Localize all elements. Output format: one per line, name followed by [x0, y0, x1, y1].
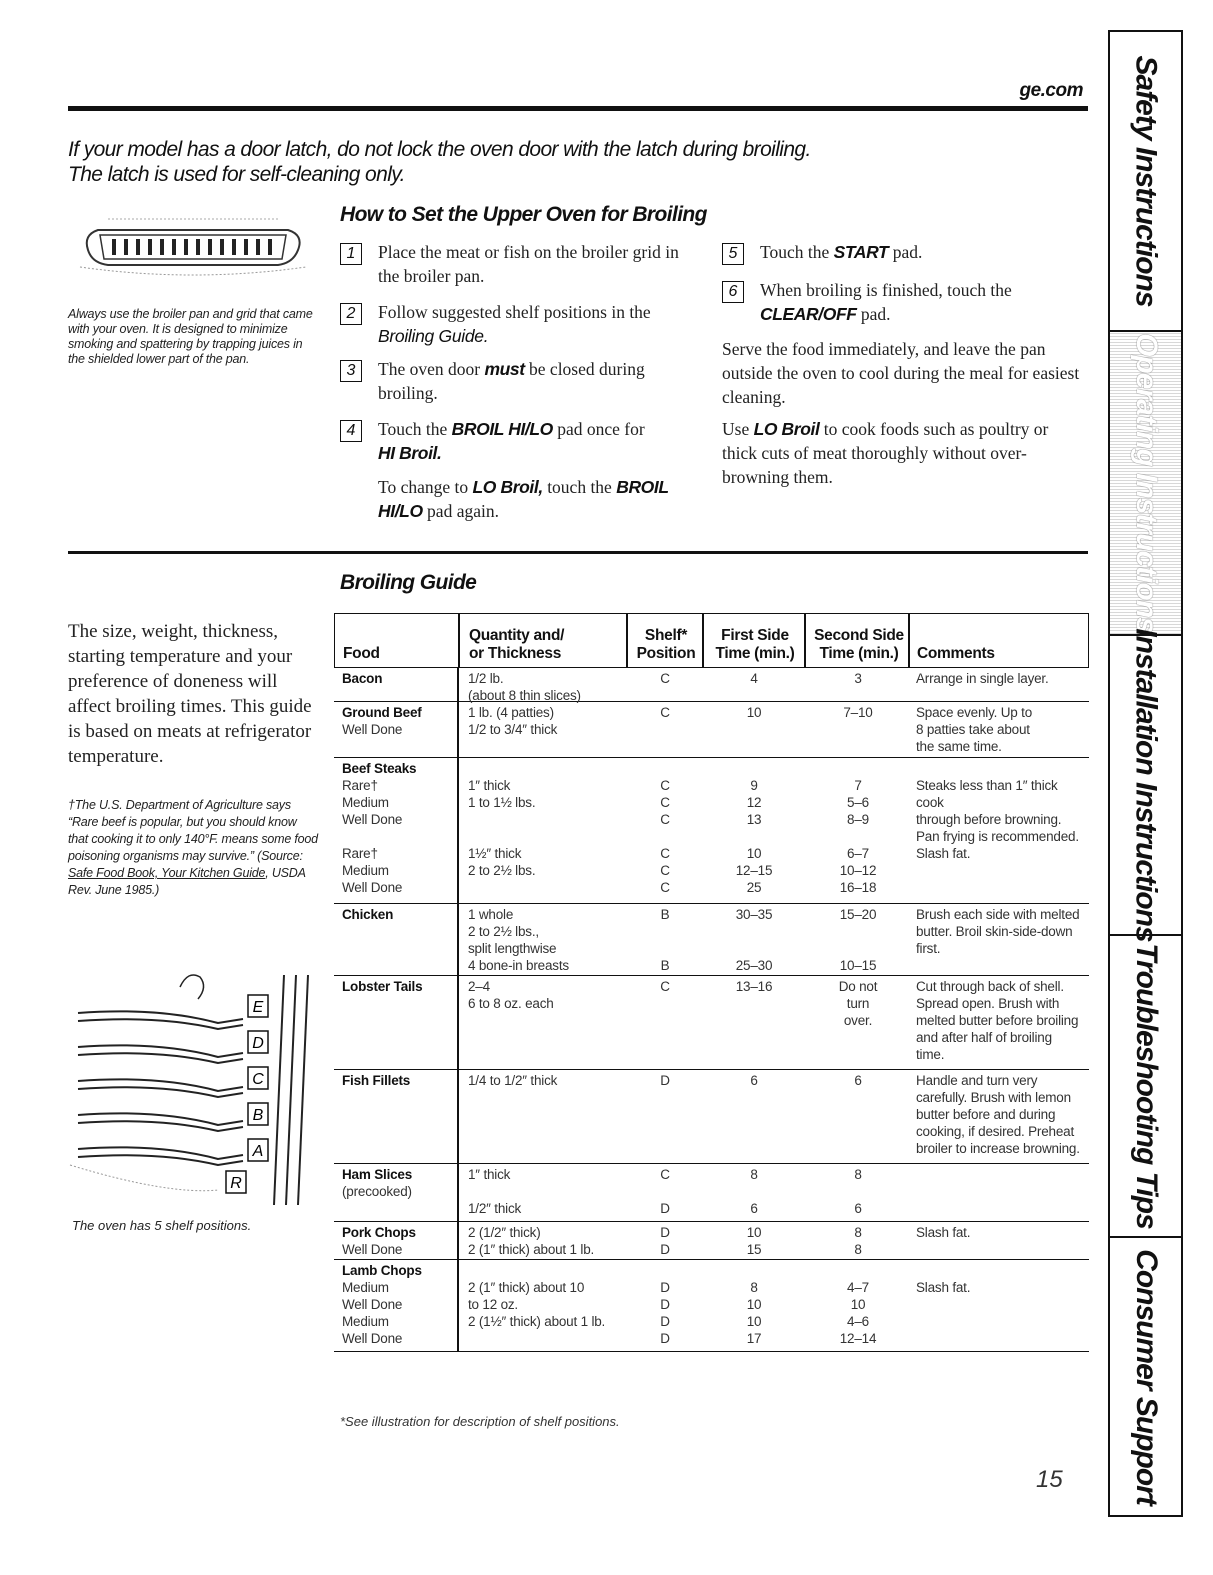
lo-broil-usage-text: Use LO Broil to cook foods such as poultry or thick cuts of meat thoroughly without over-browning them. [722, 419, 1049, 487]
cell-qty: 1/2 lb. (about 8 thin slices) [468, 671, 581, 703]
cell-first: 9 12 13 10 12–15 25 [735, 778, 773, 895]
food-name: Fish Fillets [342, 1073, 411, 1088]
table-row [334, 1260, 1089, 1352]
step-text-1: Place the meat or fish on the broiler grid in the broiler pan. [378, 242, 679, 286]
cell-second: 7–10 [843, 705, 873, 720]
serve-text: Serve the food immediately, and leave the pan outside the oven to cool during the meal for easiest cleaning. [722, 339, 1080, 407]
how-to-title: How to Set the Upper Oven for Broiling [340, 203, 707, 226]
table-row [334, 1070, 1089, 1164]
food-name: Pork Chops [342, 1225, 416, 1240]
cell-food [342, 760, 457, 896]
cell-food [342, 670, 457, 687]
cell-food [342, 978, 457, 995]
food-name: Bacon [342, 671, 383, 686]
section-tabs [1108, 30, 1183, 1517]
cell-food [342, 1224, 457, 1258]
cell-comments: Steaks less than 1″ thick cook through before browning. Pan frying is recommended. Slash fat. [916, 778, 1079, 861]
usda-note: †The U.S. Department of Agriculture says “Rare beef is popular, but you should know that cooking it to only 140°F. means some food poisoning organisms may survive.” (Source: Safe Food Book, Your Kitchen Guide, USDA Rev. June 1985.) [68, 798, 318, 897]
svg-text:D: D [252, 1035, 264, 1052]
table-row [334, 1164, 1089, 1222]
cell-shelf: B B [660, 907, 670, 973]
page-number: 15 [1036, 1466, 1063, 1493]
food-name: Lobster Tails [342, 979, 423, 994]
food-doneness: Rare† Medium Well Done Rare† Medium Well Done [342, 778, 403, 895]
cell-qty: 1 whole 2 to 2½ lbs., split lengthwise 4 bone-in breasts [468, 907, 569, 973]
latch-warning-line1: If your model has a door latch, do not lock the oven door with the latch during broiling. [68, 138, 811, 161]
cell-qty: 1 lb. (4 patties) 1/2 to 3/4″ thick [468, 705, 558, 737]
header-first-side: First Side Time (min.) [715, 627, 795, 662]
cell-first: 4 [750, 671, 758, 686]
food-name: Ground Beef [342, 705, 422, 720]
cell-second: 15–20 10–15 [839, 907, 877, 973]
svg-text:C: C [252, 1071, 264, 1088]
step-2 [340, 300, 700, 348]
cell-food [342, 704, 457, 738]
cell-comments: Space evenly. Up to 8 patties take about the same time. [916, 705, 1033, 754]
svg-text:B: B [252, 1107, 264, 1124]
step-number-2: 2 [340, 303, 362, 325]
header-second-side: Second Side Time (min.) [814, 627, 904, 662]
cell-shelf: D [660, 1073, 670, 1088]
cell-shelf: C C C C C C [660, 778, 670, 895]
cell-qty: 1/4 to 1/2″ thick [468, 1073, 558, 1088]
food-name: Chicken [342, 907, 394, 922]
cell-first: 30–35 25–30 [735, 907, 773, 973]
shelf-footnote: *See illustration for description of shelf positions. [340, 1414, 620, 1429]
cell-shelf: C D [660, 1167, 670, 1216]
food-name: Beef Steaks [342, 761, 417, 776]
cell-second: 3 [854, 671, 862, 686]
table-row [334, 758, 1089, 904]
cell-comments: Cut through back of shell. Spread open. Brush with melted butter before broiling and after half of broiling time. [916, 979, 1079, 1062]
svg-text:E: E [252, 999, 264, 1016]
svg-text:R: R [230, 1175, 242, 1192]
cell-qty: 1″ thick 1/2″ thick [468, 1167, 522, 1216]
cell-qty: 1″ thick 1 to 1½ lbs. 1½″ thick 2 to 2½ lbs. [468, 778, 536, 878]
step-3 [340, 357, 700, 405]
header-quantity: Quantity and/ or Thickness [469, 627, 565, 662]
site-url: ge.com [1019, 80, 1083, 101]
step-number-3: 3 [340, 360, 362, 382]
cell-qty: 2–4 6 to 8 oz. each [468, 979, 554, 1011]
cell-first: 13–16 [735, 979, 773, 994]
cell-food [342, 1072, 457, 1089]
cell-first: 8 6 [750, 1167, 758, 1216]
cell-food [342, 1166, 457, 1200]
broiling-guide-title: Broiling Guide [340, 571, 477, 594]
cell-comments: Arrange in single layer. [916, 671, 1049, 686]
step-number-4: 4 [340, 420, 362, 442]
step-text-6: When broiling is finished, touch the CLEAR/OFF pad. [760, 280, 1012, 324]
table-row [334, 1222, 1089, 1260]
table-row [334, 976, 1089, 1070]
tab-installation-instructions[interactable]: Installation Instructions [1110, 636, 1181, 936]
step-text-5: Touch the START pad. [760, 242, 923, 262]
tab-consumer-support[interactable]: Consumer Support [1129, 1248, 1163, 1505]
cell-first: 10 15 [746, 1225, 762, 1257]
cell-qty: 2 (1/2″ thick) 2 (1″ thick) about 1 lb. [468, 1225, 595, 1257]
cell-second: 8 8 [854, 1225, 862, 1257]
cell-comments: Handle and turn very carefully. Brush with lemon butter before and during cooking, if desired. Preheat broiler to increase browning. [916, 1073, 1080, 1156]
table-header [334, 613, 1089, 668]
cell-food [342, 1262, 457, 1347]
cell-shelf: D D D D [660, 1280, 670, 1346]
cell-second: Do not turn over. [838, 979, 878, 1028]
cell-shelf: C [660, 979, 670, 994]
broiler-pan-caption: Always use the broiler pan and grid that came with your oven. It is designed to minimize smoking and spattering by trapping juices in the shielded lower part of the pan. [68, 307, 313, 366]
step-text-4: Touch the BROIL HI/LO pad once for HI Broil. [378, 419, 645, 463]
broiling-guide-intro: The size, weight, thickness, starting temperature and your preference of doneness will affect broiling times. This guide is based on meats at refrigerator temperature. [68, 621, 312, 767]
step-5 [722, 240, 1082, 265]
step-text-2: Follow suggested shelf positions in the Broiling Guide. [378, 302, 651, 346]
cell-shelf: C [660, 671, 670, 686]
cell-second: 4–7 10 4–6 12–14 [839, 1280, 877, 1346]
shelf-positions-caption: The oven has 5 shelf positions. [72, 1218, 252, 1233]
food-doneness: (precooked) [342, 1184, 412, 1199]
food-name: Ham Slices [342, 1167, 413, 1182]
cell-qty: 2 (1″ thick) about 10 to 12 oz. 2 (1½″ thick) about 1 lb. [468, 1280, 606, 1329]
shelf-positions-illustration [68, 965, 318, 1210]
step-4 [340, 417, 700, 465]
latch-warning-line2: The latch is used for self-cleaning only. [68, 163, 405, 186]
food-doneness: Well Done [342, 1242, 403, 1257]
cell-second: 7 5–6 8–9 6–7 10–12 16–18 [839, 778, 877, 895]
food-doneness: Well Done [342, 722, 403, 737]
tab-safety-instructions[interactable]: Safety Instructions [1110, 32, 1181, 332]
top-rule [68, 106, 1088, 111]
cell-comments: Slash fat. [916, 1225, 971, 1240]
step-6 [722, 278, 1082, 326]
step-number-1: 1 [340, 243, 362, 265]
table-row [334, 702, 1089, 758]
header-food: Food [343, 645, 380, 662]
cell-comments: Brush each side with melted butter. Broil skin-side-down first. [916, 907, 1080, 956]
cell-second: 8 6 [854, 1167, 862, 1216]
table-row [334, 668, 1089, 702]
step-number-6: 6 [722, 281, 744, 303]
lo-broil-change-text: To change to LO Broil, touch the BROIL HI/LO pad again. [378, 477, 669, 521]
step-number-5: 5 [722, 243, 744, 265]
food-name: Lamb Chops [342, 1263, 422, 1278]
section-rule [68, 551, 1088, 554]
broiler-pan-illustration [78, 205, 308, 285]
cell-comments: Slash fat. [916, 1280, 971, 1295]
cell-shelf: C [660, 705, 670, 720]
tab-operating-instructions[interactable]: Operating Instructions [1110, 332, 1181, 636]
tab-troubleshooting-tips[interactable]: Troubleshooting Tips [1110, 936, 1181, 1238]
cell-shelf: D D [660, 1225, 670, 1257]
step-text-3: The oven door must be closed during broiling. [378, 359, 645, 403]
latch-warning [68, 137, 1068, 187]
header-comments: Comments [917, 645, 995, 662]
header-shelf: Shelf* Position [636, 627, 696, 662]
food-doneness: Medium Well Done Medium Well Done [342, 1280, 403, 1346]
step-1 [340, 240, 700, 288]
table-row [334, 904, 1089, 976]
cell-first: 6 [750, 1073, 758, 1088]
svg-text:A: A [252, 1143, 264, 1160]
cell-first: 8 10 10 17 [746, 1280, 762, 1346]
broiling-guide-table [334, 613, 1089, 1352]
cell-first: 10 [746, 705, 762, 720]
table-body [334, 668, 1089, 1352]
cell-second: 6 [854, 1073, 862, 1088]
cell-food [342, 906, 457, 923]
food-column-divider [457, 668, 459, 1352]
